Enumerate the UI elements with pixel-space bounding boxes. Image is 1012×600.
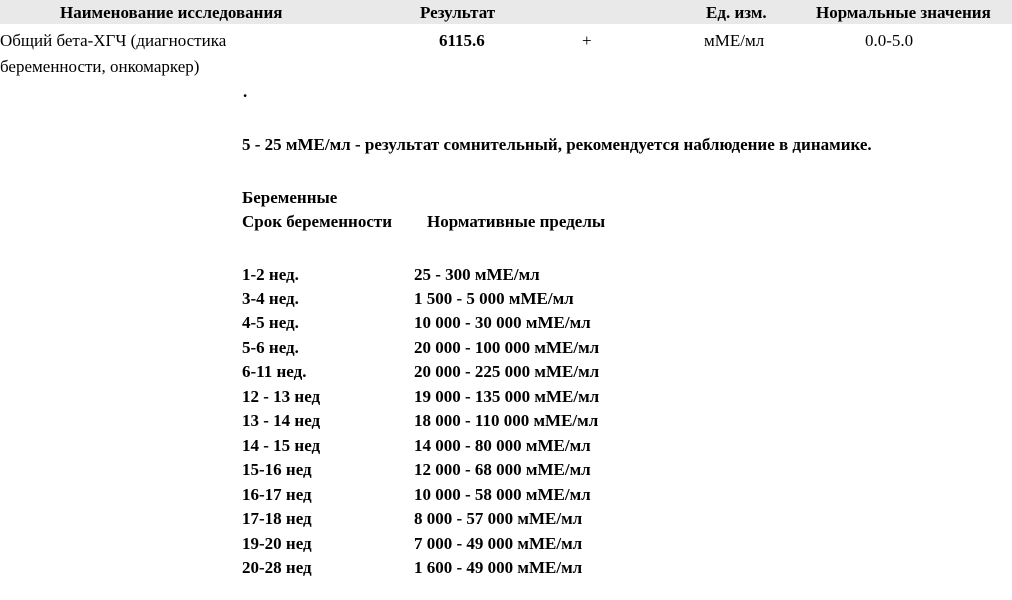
reference-row xyxy=(242,460,802,484)
reference-term: 20-28 нед xyxy=(242,558,312,577)
reference-range: 20 000 - 100 000 мМЕ/мл xyxy=(414,338,600,357)
reference-term: 3-4 нед. xyxy=(242,289,299,308)
reference-row xyxy=(242,362,802,386)
reference-range: 10 000 - 58 000 мМЕ/мл xyxy=(414,485,591,504)
reference-range: 8 000 - 57 000 мМЕ/мл xyxy=(414,509,583,528)
reference-row xyxy=(242,387,802,411)
header-norm: Нормальные значения xyxy=(816,3,991,22)
header-result: Результат xyxy=(420,3,496,22)
reference-range: 7 000 - 49 000 мМЕ/мл xyxy=(414,534,583,553)
reference-term: 19-20 нед xyxy=(242,534,312,553)
test-name-line1: Общий бета-ХГЧ (диагностика xyxy=(0,31,227,50)
reference-term: 16-17 нед xyxy=(242,485,312,504)
test-flag: + xyxy=(582,31,592,50)
reference-range: 25 - 300 мМЕ/мл xyxy=(414,265,540,284)
col-limits: Нормативные пределы xyxy=(427,212,606,231)
reference-row xyxy=(242,509,802,533)
reference-term: 15-16 нед xyxy=(242,460,312,479)
reference-term: 13 - 14 нед xyxy=(242,411,321,430)
reference-term: 6-11 нед. xyxy=(242,362,307,381)
comment-dot: . xyxy=(243,82,248,101)
reference-range: 1 600 - 49 000 мМЕ/мл xyxy=(414,558,583,577)
reference-term: 1-2 нед. xyxy=(242,265,299,284)
reference-term: 5-6 нед. xyxy=(242,338,299,357)
test-result: 6115.6 xyxy=(439,31,485,50)
test-unit: мМЕ/мл xyxy=(704,31,765,50)
reference-term: 4-5 нед. xyxy=(242,313,299,332)
reference-range: 10 000 - 30 000 мМЕ/мл xyxy=(414,313,591,332)
test-norm: 0.0-5.0 xyxy=(865,31,914,50)
reference-term: 12 - 13 нед xyxy=(242,387,321,406)
reference-range: 14 000 - 80 000 мМЕ/мл xyxy=(414,436,591,455)
reference-row xyxy=(242,265,802,289)
reference-row xyxy=(242,338,802,362)
reference-row xyxy=(242,558,802,582)
header-name: Наименование исследования xyxy=(60,3,283,22)
reference-range: 1 500 - 5 000 мМЕ/мл xyxy=(414,289,574,308)
reference-range: 20 000 - 225 000 мМЕ/мл xyxy=(414,362,600,381)
reference-row xyxy=(242,313,802,337)
doubtful-note: 5 - 25 мМЕ/мл - результат сомнительный, рекомендуется наблюдение в динамике. xyxy=(242,135,872,154)
reference-row xyxy=(242,534,802,558)
test-name-line2: беременности, онкомаркер) xyxy=(0,57,200,76)
reference-row xyxy=(242,436,802,460)
reference-range: 19 000 - 135 000 мМЕ/мл xyxy=(414,387,600,406)
reference-row xyxy=(242,289,802,313)
reference-range: 18 000 - 110 000 мМЕ/мл xyxy=(414,411,599,430)
header-unit: Ед. изм. xyxy=(706,3,767,22)
reference-term: 14 - 15 нед xyxy=(242,436,321,455)
reference-term: 17-18 нед xyxy=(242,509,312,528)
reference-row xyxy=(242,411,802,435)
reference-row xyxy=(242,485,802,509)
col-term: Срок беременности xyxy=(242,212,393,231)
reference-range: 12 000 - 68 000 мМЕ/мл xyxy=(414,460,591,479)
section-title: Беременные xyxy=(242,188,338,207)
